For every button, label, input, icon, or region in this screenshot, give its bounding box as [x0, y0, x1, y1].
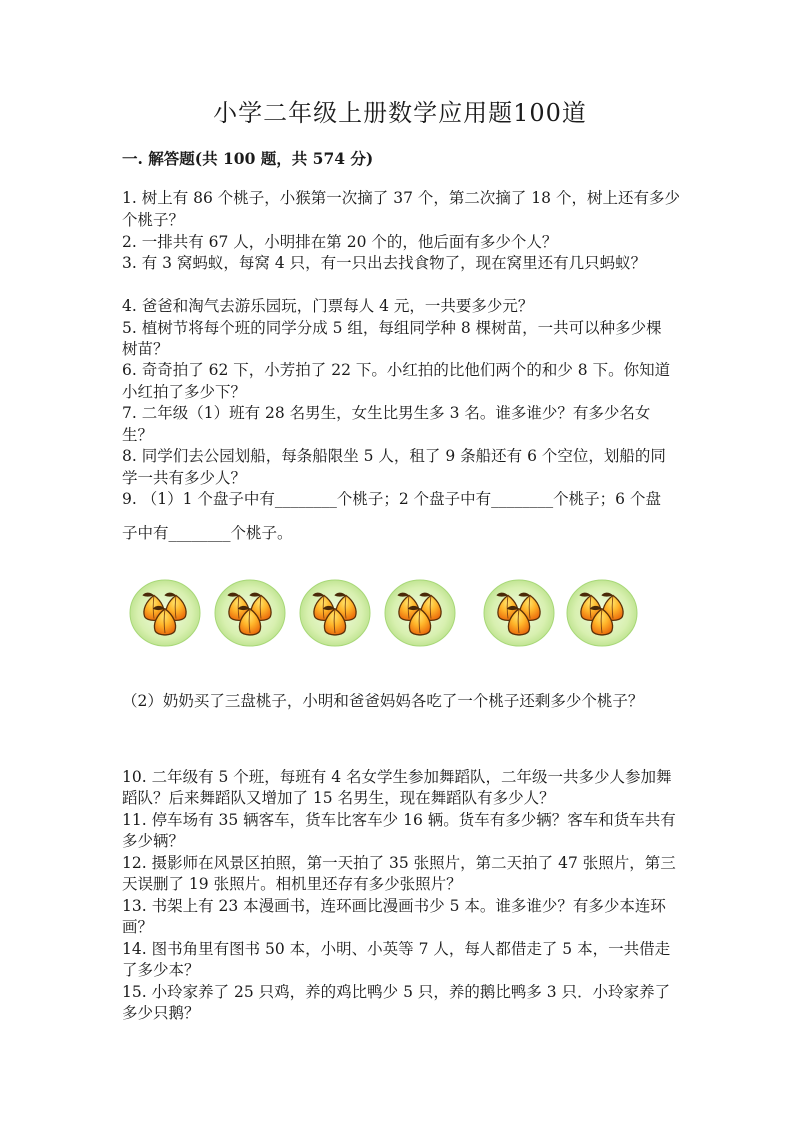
question-line: 15. 小玲家养了 25 只鸡，养的鸡比鸭少 5 只，养的鹅比鸭多 3 只．小玲家养了 [122, 983, 671, 1001]
section-heading: 一. 解答题(共 100 题，共 574 分) [122, 149, 374, 168]
question-line: 蹈队？后来舞蹈队又增加了 15 名男生，现在舞蹈队有多少人？ [122, 789, 555, 807]
peach-plate-image [383, 578, 457, 648]
question-line: 2. 一排共有 67 人，小明排在第 20 个的，他后面有多少个人？ [122, 233, 558, 251]
question-line: 生？ [122, 426, 154, 444]
question-line: 8. 同学们去公园划船，每条船限坐 5 人，租了 9 条船还有 6 个空位，划船的同 [122, 447, 666, 465]
question-line: 个桃子？ [122, 211, 185, 229]
question-line: 了多少本？ [122, 961, 200, 979]
question-line: 4. 爸爸和淘气去游乐园玩，门票每人 4 元，一共要多少元？ [122, 297, 534, 315]
question-line: 子中有________个桃子。 [122, 524, 293, 542]
question-line: 14. 图书角里有图书 50 本，小明、小英等 7 人，每人都借走了 5 本，一共借走 [122, 940, 671, 958]
question-line: 1. 树上有 86 个桃子，小猴第一次摘了 37 个，第二次摘了 18 个，树上还有多少 [122, 189, 680, 207]
question-line: 12. 摄影师在风景区拍照，第一天拍了 35 张照片，第二天拍了 47 张照片，第三 [122, 854, 676, 872]
question-line: 7. 二年级（1）班有 28 名男生，女生比男生多 3 名。谁多谁少？有多少名女 [122, 404, 651, 422]
question-line: 13. 书架上有 23 本漫画书，连环画比漫画书少 5 本。谁多谁少？有多少本连环 [122, 897, 666, 915]
question-line: 11. 停车场有 35 辆客车，货车比客车少 16 辆。货车有多少辆？客车和货车共有 [122, 811, 676, 829]
peach-plate-image [565, 578, 639, 648]
peach-plate-image [298, 578, 372, 648]
question-line: 画？ [122, 918, 154, 936]
question-line: 多少只鹅？ [122, 1004, 200, 1022]
question-line: 6. 奇奇拍了 62 下，小芳拍了 22 下。小红拍的比他们两个的和少 8 下。你知道 [122, 361, 671, 379]
question-line: 10. 二年级有 5 个班，每班有 4 名女学生参加舞蹈队，二年级一共多少人参加舞 [122, 768, 672, 786]
peach-plates-figure [128, 578, 648, 648]
question-line: 3. 有 3 窝蚂蚁，每窝 4 只，有一只出去找食物了，现在窝里还有几只蚂蚁？ [122, 254, 647, 272]
question-line: 9. （1）1 个盘子中有________个桃子；2 个盘子中有________个桃子；6 个盘 [122, 490, 661, 508]
question-line: 学一共有多少人？ [122, 469, 247, 487]
question-line: 5. 植树节将每个班的同学分成 5 组，每组同学种 8 棵树苗，一共可以种多少棵 [122, 319, 662, 337]
question-line: （2）奶奶买了三盘桃子，小明和爸爸妈妈各吃了一个桃子还剩多少个桃子？ [122, 692, 644, 710]
question-line: 多少辆？ [122, 832, 185, 850]
question-line: 天误删了 19 张照片。相机里还存有多少张照片？ [122, 875, 462, 893]
peach-plate-image [482, 578, 556, 648]
peach-plate-image [213, 578, 287, 648]
peach-plate-image [128, 578, 202, 648]
question-line: 小红拍了多少下？ [122, 383, 247, 401]
question-line: 树苗？ [122, 340, 169, 358]
page-title: 小学二年级上册数学应用题100道 [213, 99, 587, 127]
